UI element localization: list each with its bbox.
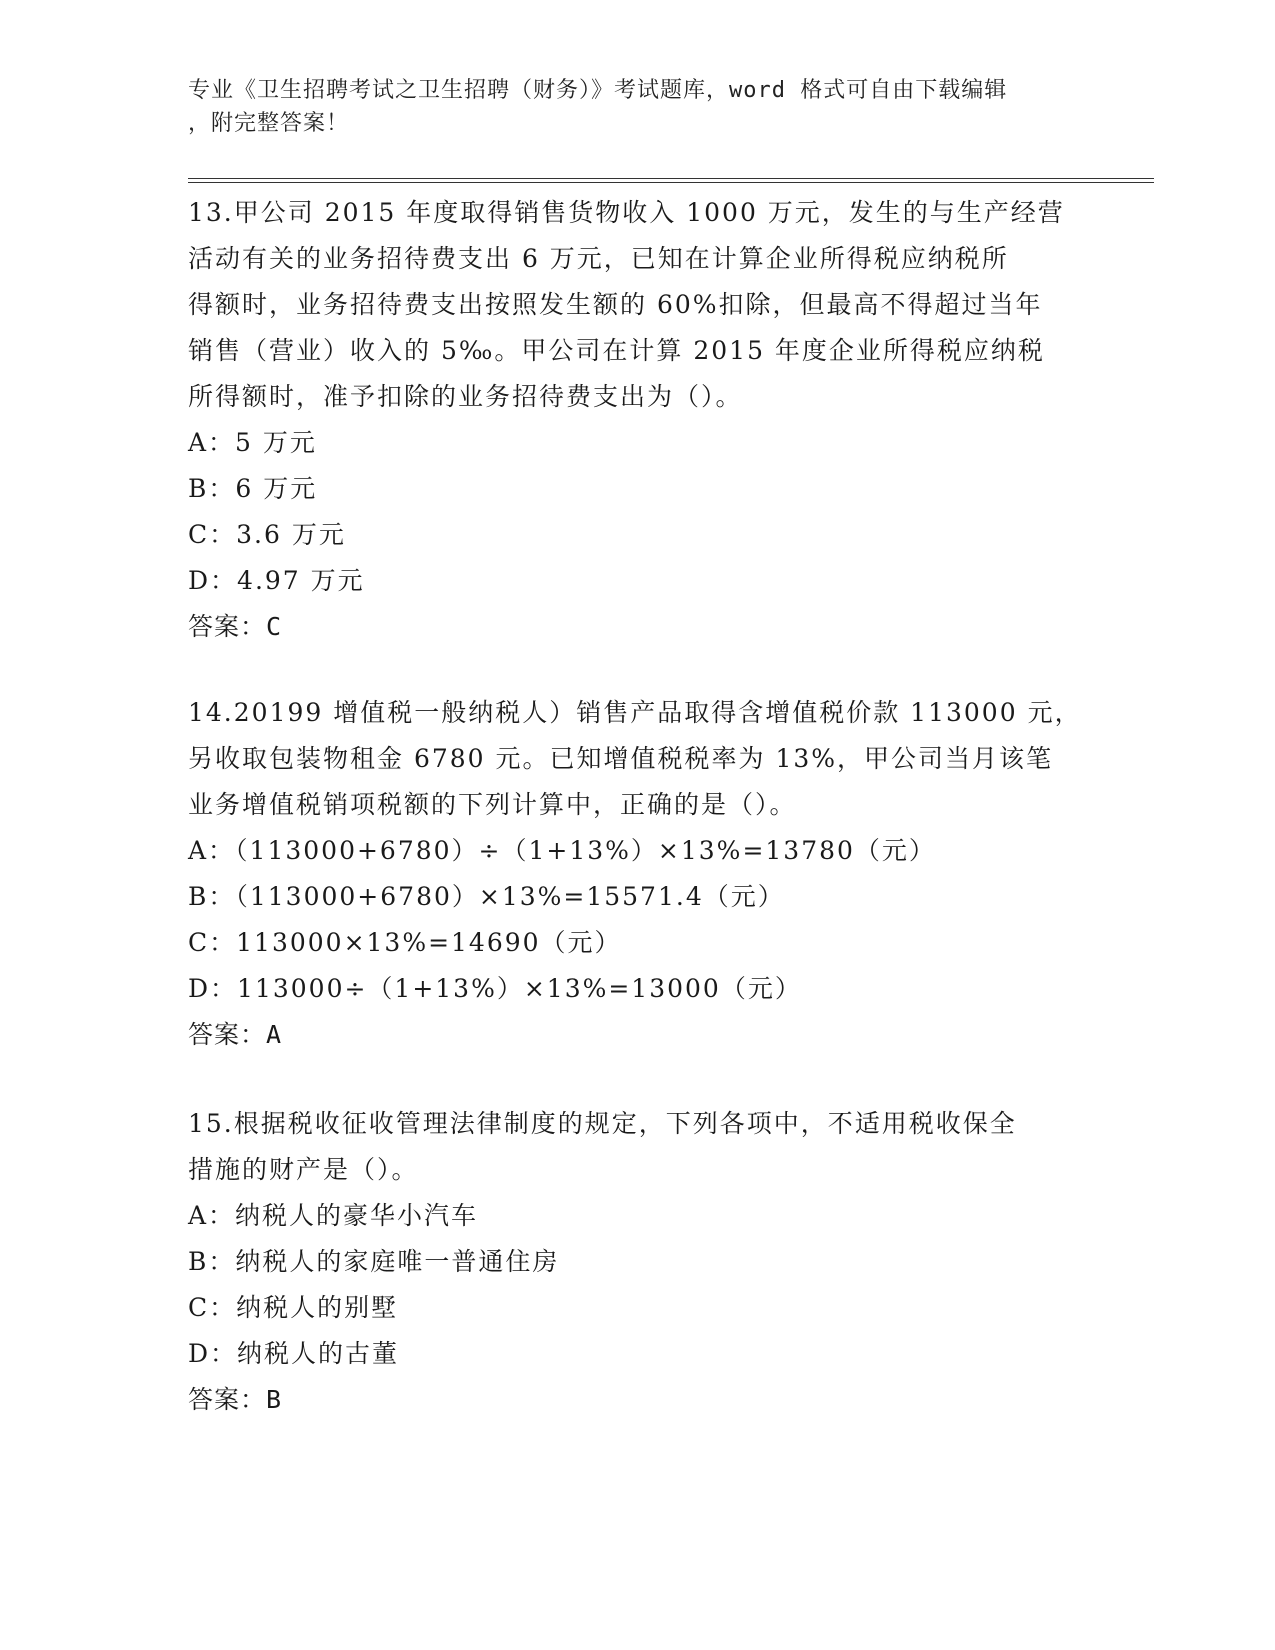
header-line-1: 专业《卫生招聘考试之卫生招聘（财务）》考试题库，word 格式可自由下载编辑 — [188, 78, 1008, 103]
question-text-line: 业务增值税销项税额的下列计算中，正确的是（）。 — [188, 790, 797, 819]
header-line-2: ，附完整答案！ — [188, 111, 350, 136]
question-text-line: 活动有关的业务招待费支出 6 万元，已知在计算企业所得税应纳税所 — [188, 244, 1009, 273]
document-header — [188, 74, 1088, 140]
header-divider-bottom — [188, 182, 1154, 183]
answer-label: 答案： — [188, 1385, 267, 1414]
answer-line — [188, 604, 1088, 650]
question-15 — [188, 1101, 1088, 1423]
option-d: D：纳税人的古董 — [188, 1339, 400, 1368]
option-a: A：纳税人的豪华小汽车 — [188, 1201, 479, 1230]
question-text-line: 13.甲公司 2015 年度取得销售货物收入 1000 万元，发生的与生产经营 — [188, 198, 1065, 227]
option-a: A：（113000+6780）÷（1+13%）×13%=13780（元） — [188, 836, 936, 865]
question-text-line: 15.根据税收征收管理法律制度的规定，下列各项中，不适用税收保全 — [188, 1109, 1017, 1138]
option-c: C：3.6 万元 — [188, 520, 346, 549]
answer-line — [188, 1012, 1088, 1058]
answer-label: 答案： — [188, 612, 267, 641]
question-13 — [188, 190, 1088, 650]
answer-value: C — [266, 612, 283, 641]
option-b: B：（113000+6780）×13%=15571.4（元） — [188, 882, 785, 911]
question-text-line: 得额时，业务招待费支出按照发生额的 60%扣除，但最高不得超过当年 — [188, 290, 1043, 319]
question-text-line: 所得额时，准予扣除的业务招待费支出为（）。 — [188, 382, 743, 411]
question-text-line: 另收取包装物租金 6780 元。已知增值税税率为 13%，甲公司当月该笔 — [188, 744, 1054, 773]
question-text-line: 销售（营业）收入的 5‰。甲公司在计算 2015 年度企业所得税应纳税 — [188, 336, 1045, 365]
question-14 — [188, 690, 1088, 1058]
option-d: D：4.97 万元 — [188, 566, 365, 595]
answer-value: A — [266, 1020, 283, 1049]
option-b: B：纳税人的家庭唯一普通住房 — [188, 1247, 560, 1276]
option-c: C：纳税人的别墅 — [188, 1293, 399, 1322]
answer-label: 答案： — [188, 1020, 267, 1049]
option-b: B：6 万元 — [188, 474, 318, 503]
question-text-line: 措施的财产是（）。 — [188, 1155, 419, 1184]
answer-line — [188, 1377, 1088, 1423]
question-text-line: 14.20199 增值税一般纳税人）销售产品取得含增值税价款 113000 元， — [188, 698, 1082, 727]
option-c: C：113000×13%=14690（元） — [188, 928, 622, 957]
option-d: D：113000÷（1+13%）×13%=13000（元） — [188, 974, 802, 1003]
header-divider-top — [188, 178, 1154, 179]
answer-value: B — [266, 1385, 283, 1414]
option-a: A：5 万元 — [188, 428, 317, 457]
